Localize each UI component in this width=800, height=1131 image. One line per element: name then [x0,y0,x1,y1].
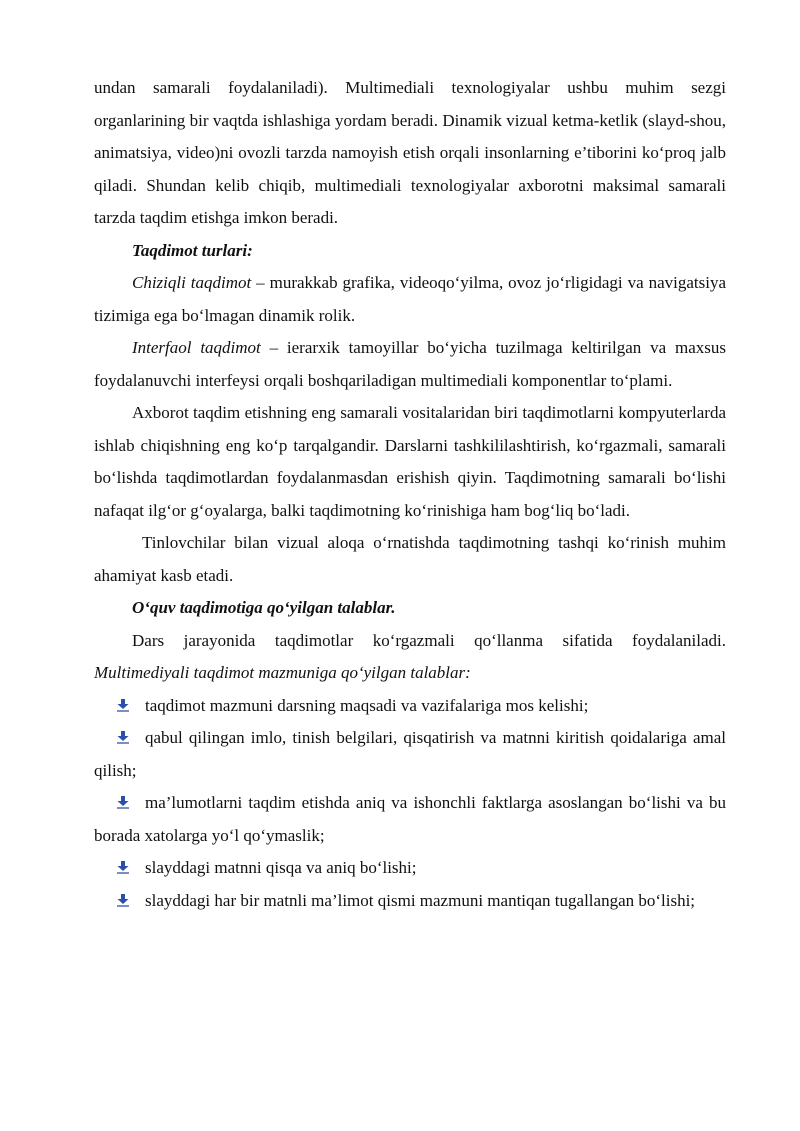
download-arrow-icon [116,730,130,744]
download-arrow-icon [116,698,130,712]
lesson-paragraph [94,625,726,690]
download-arrow-icon [116,893,130,907]
list-item-text: slayddagi har bir matnli ma’limot qismi mazmuni mantiqan tugallangan bo‘lishi; [145,890,696,910]
document-page [94,72,726,917]
list-item-text: ma’lumotlarni taqdim etishda aniq va ishonchli faktlarga asoslangan bo‘lishi va bu borada xatolarga yo‘l qo‘ymaslik; [94,793,726,845]
types-heading: Taqdimot turlari: [132,240,253,260]
list-item [94,690,726,723]
effective-tools-paragraph: Axborot taqdim etishning eng samarali vositalaridan biri taqdimotlarni kompyuterlarda ishlab chiqishning eng ko‘p tarqalgandir. Darslarni tashkililashtirish, ko‘rgazmali, samarali bo‘lishda taqdimotlardan foydalanmasdan erishish qiyin. Taqdimotning samarali bo‘lishi nafaqat ilg‘or g‘oyalarga, balki taqdimotning ko‘rinishiga ham bog‘liq bo‘ladi. [94,403,726,520]
listeners-paragraph: Tinlovchilar bilan vizual aloqa o‘rnatishda taqdimotning tashqi ko‘rinish muhim ahamiyat kasb etadi. [94,533,726,585]
linear-presentation-definition: – murakkab grafika, videoqo‘yilma, ovoz jo‘rligidagi va navigatsiya tizimiga ega bo‘lmagan dinamik rolik. [94,273,726,325]
linear-presentation-term: Chiziqli taqdimot [132,273,252,292]
list-item [94,852,726,885]
list-item [94,722,726,787]
linear-presentation-paragraph [94,267,726,332]
interactive-presentation-term: Interfaol taqdimot [132,338,261,357]
interactive-presentation-definition: – ierarxik tamoyillar bo‘yicha tuzilmaga keltirilgan va maxsus foydalanuvchi interfeysi orqali boshqariladigan multimediali komponentlar to‘plami. [94,338,726,390]
list-item [94,885,726,918]
list-item-text: slayddagi matnni qisqa va aniq bo‘lishi; [145,858,417,877]
lesson-paragraph-text: Dars jarayonida taqdimotlar ko‘rgazmali qo‘llanma sifatida foydalaniladi. [132,630,726,650]
download-arrow-icon [116,860,130,874]
intro-paragraph: undan samarali foydalaniladi). Multimediali texnologiyalar ushbu muhim sezgi organlarining bir vaqtda ishlashiga yordam beradi. Dinamik vizual ketma-ketlik (slayd-shou, animatsiya, video)ni ovozli tarzda namoyish etish orqali insonlarning e’tiborini ko‘proq jalb qiladi. Shundan kelib chiqib, multimediali texnologiyalar axborotni maksimal samarali tarzda taqdim etishga imkon beradi. [94,78,726,227]
interactive-presentation-paragraph [94,332,726,397]
requirements-list [94,690,726,918]
requirements-heading: O‘quv taqdimotiga qo‘yilgan talablar. [132,598,396,617]
content-requirements-heading: Multimediyali taqdimot mazmuniga qo‘yilgan talablar: [94,663,471,682]
list-item [94,787,726,852]
download-arrow-icon [116,795,130,809]
list-item-text: taqdimot mazmuni darsning maqsadi va vazifalariga mos kelishi; [145,695,589,715]
list-item-text: qabul qilingan imlo, tinish belgilari, qisqatirish va matnni kiritish qoidalariga amal qilish; [94,728,726,780]
